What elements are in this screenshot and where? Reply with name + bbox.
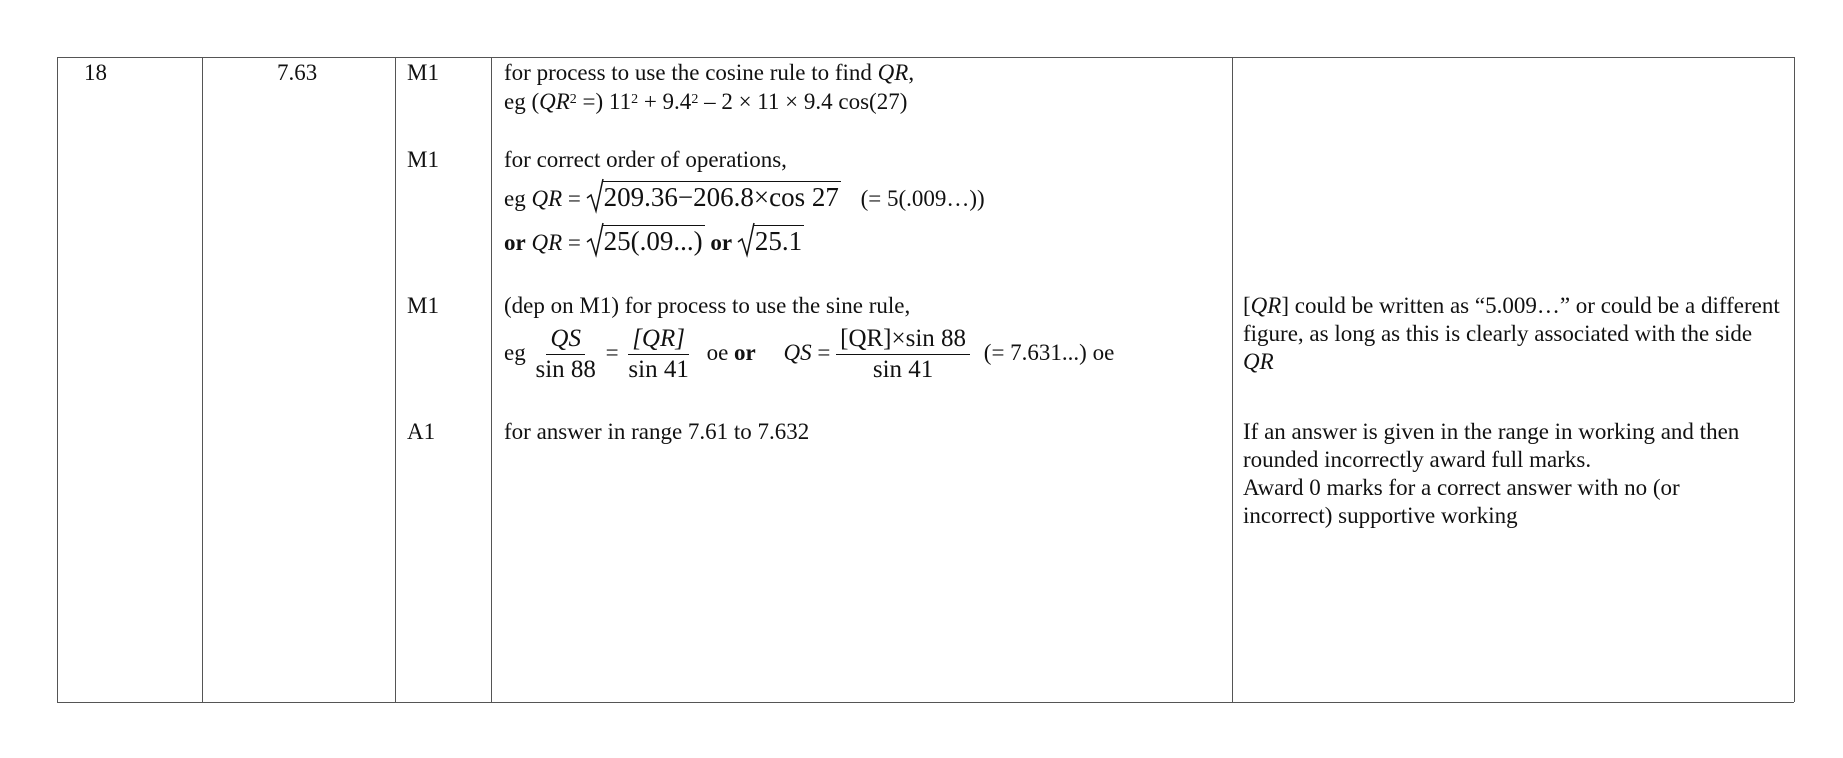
fraction-qs-over-sin88: $\frac{QS}{\sin 88}$ [535,325,596,384]
col-divider-2 [395,57,396,702]
sqrt-expression-3: 25.1 [738,225,804,256]
note-qr-figure [1243,292,1788,376]
m1b-paren: (= 5(.009…)) [860,186,985,211]
table-bottom-border [57,702,1794,703]
m1a-mid: + 9.4 [638,89,692,114]
m1c-eq: = [605,340,619,365]
m1c-or: or [734,340,756,365]
m1a-sup-94: 2 [691,92,699,107]
m1b-qr: QR [531,186,563,211]
table-top-border [57,57,1794,58]
m1a-eq: =) 11 [576,89,632,114]
note-no-working: Award 0 marks for a correct answer with no (or incorrect) supportive working [1243,475,1680,528]
sqrt-expression-2: 25(.09...) [587,225,705,256]
note1-text: ] could be written as “5.009…” or could be a different figure, as long as this is clearly associated with the side [1243,293,1780,346]
m1b-line1: for correct order of operations, [504,147,787,172]
m1c-result: (= 7.631...) oe [983,340,1115,365]
table-right-border [1794,57,1795,702]
m1a-qr: QR [539,89,570,114]
col-divider-3 [491,57,492,702]
m1b-line2 [504,181,985,213]
sqrt-expression-1: 209.36−206.8×cos 27 [587,181,841,212]
answer-value: 7.63 [277,60,318,85]
m1b-qr2: QR [531,230,563,255]
m1c-line1: (dep on M1) for process to use the sine rule, [504,293,911,318]
mark-label-3: M1 [407,293,439,318]
fraction-qr-sin88-over-sin41: $\frac{[QR]\times\sin 88}{\sin 41}$ [836,324,970,385]
note1-bracket: [ [1243,293,1251,318]
a1-line1: for answer in range 7.61 to 7.632 [504,419,810,444]
fraction-qr-over-sin41: $\frac{[QR]}{\sin 41}$ [628,325,689,384]
question-number: 18 [84,60,107,85]
m1a-eg: eg ( [504,89,540,114]
table-left-border [57,57,58,702]
col-divider-4 [1232,57,1233,702]
m1a-comma: , [908,60,915,85]
m1a-line1 [504,59,914,87]
m1a-tail: – 2 × 11 × 9.4 cos(27) [698,89,908,114]
mark-label-1: M1 [407,60,439,85]
m1c-qs: QS [783,340,812,365]
note-rounding: If an answer is given in the range in working and then rounded incorrectly award full marks. [1243,419,1740,472]
m1c-oe1: oe [706,340,729,365]
m1a-sup-qr: 2 [569,92,577,107]
mark-label-4: A1 [407,419,436,444]
m1b-or2: or [710,230,733,255]
m1c-eq2: = [817,340,831,365]
m1b-eg: eg [504,186,526,211]
m1c-line2 [504,320,1114,386]
note1-qr-end: QR [1243,349,1274,374]
m1b-line3 [504,225,804,257]
m1b-eq2: = [567,230,581,255]
m1a-line2 [504,88,907,116]
m1b-eq: = [567,186,581,211]
m1a-var: QR [877,60,909,85]
m1c-eg: eg [504,340,526,365]
m1a-sup-11: 2 [631,92,639,107]
note1-qr: QR [1250,293,1282,318]
mark-label-2: M1 [407,147,439,172]
col-divider-1 [202,57,203,702]
m1a-text: for process to use the cosine rule to find [504,60,872,85]
m1b-or1: or [504,230,526,255]
